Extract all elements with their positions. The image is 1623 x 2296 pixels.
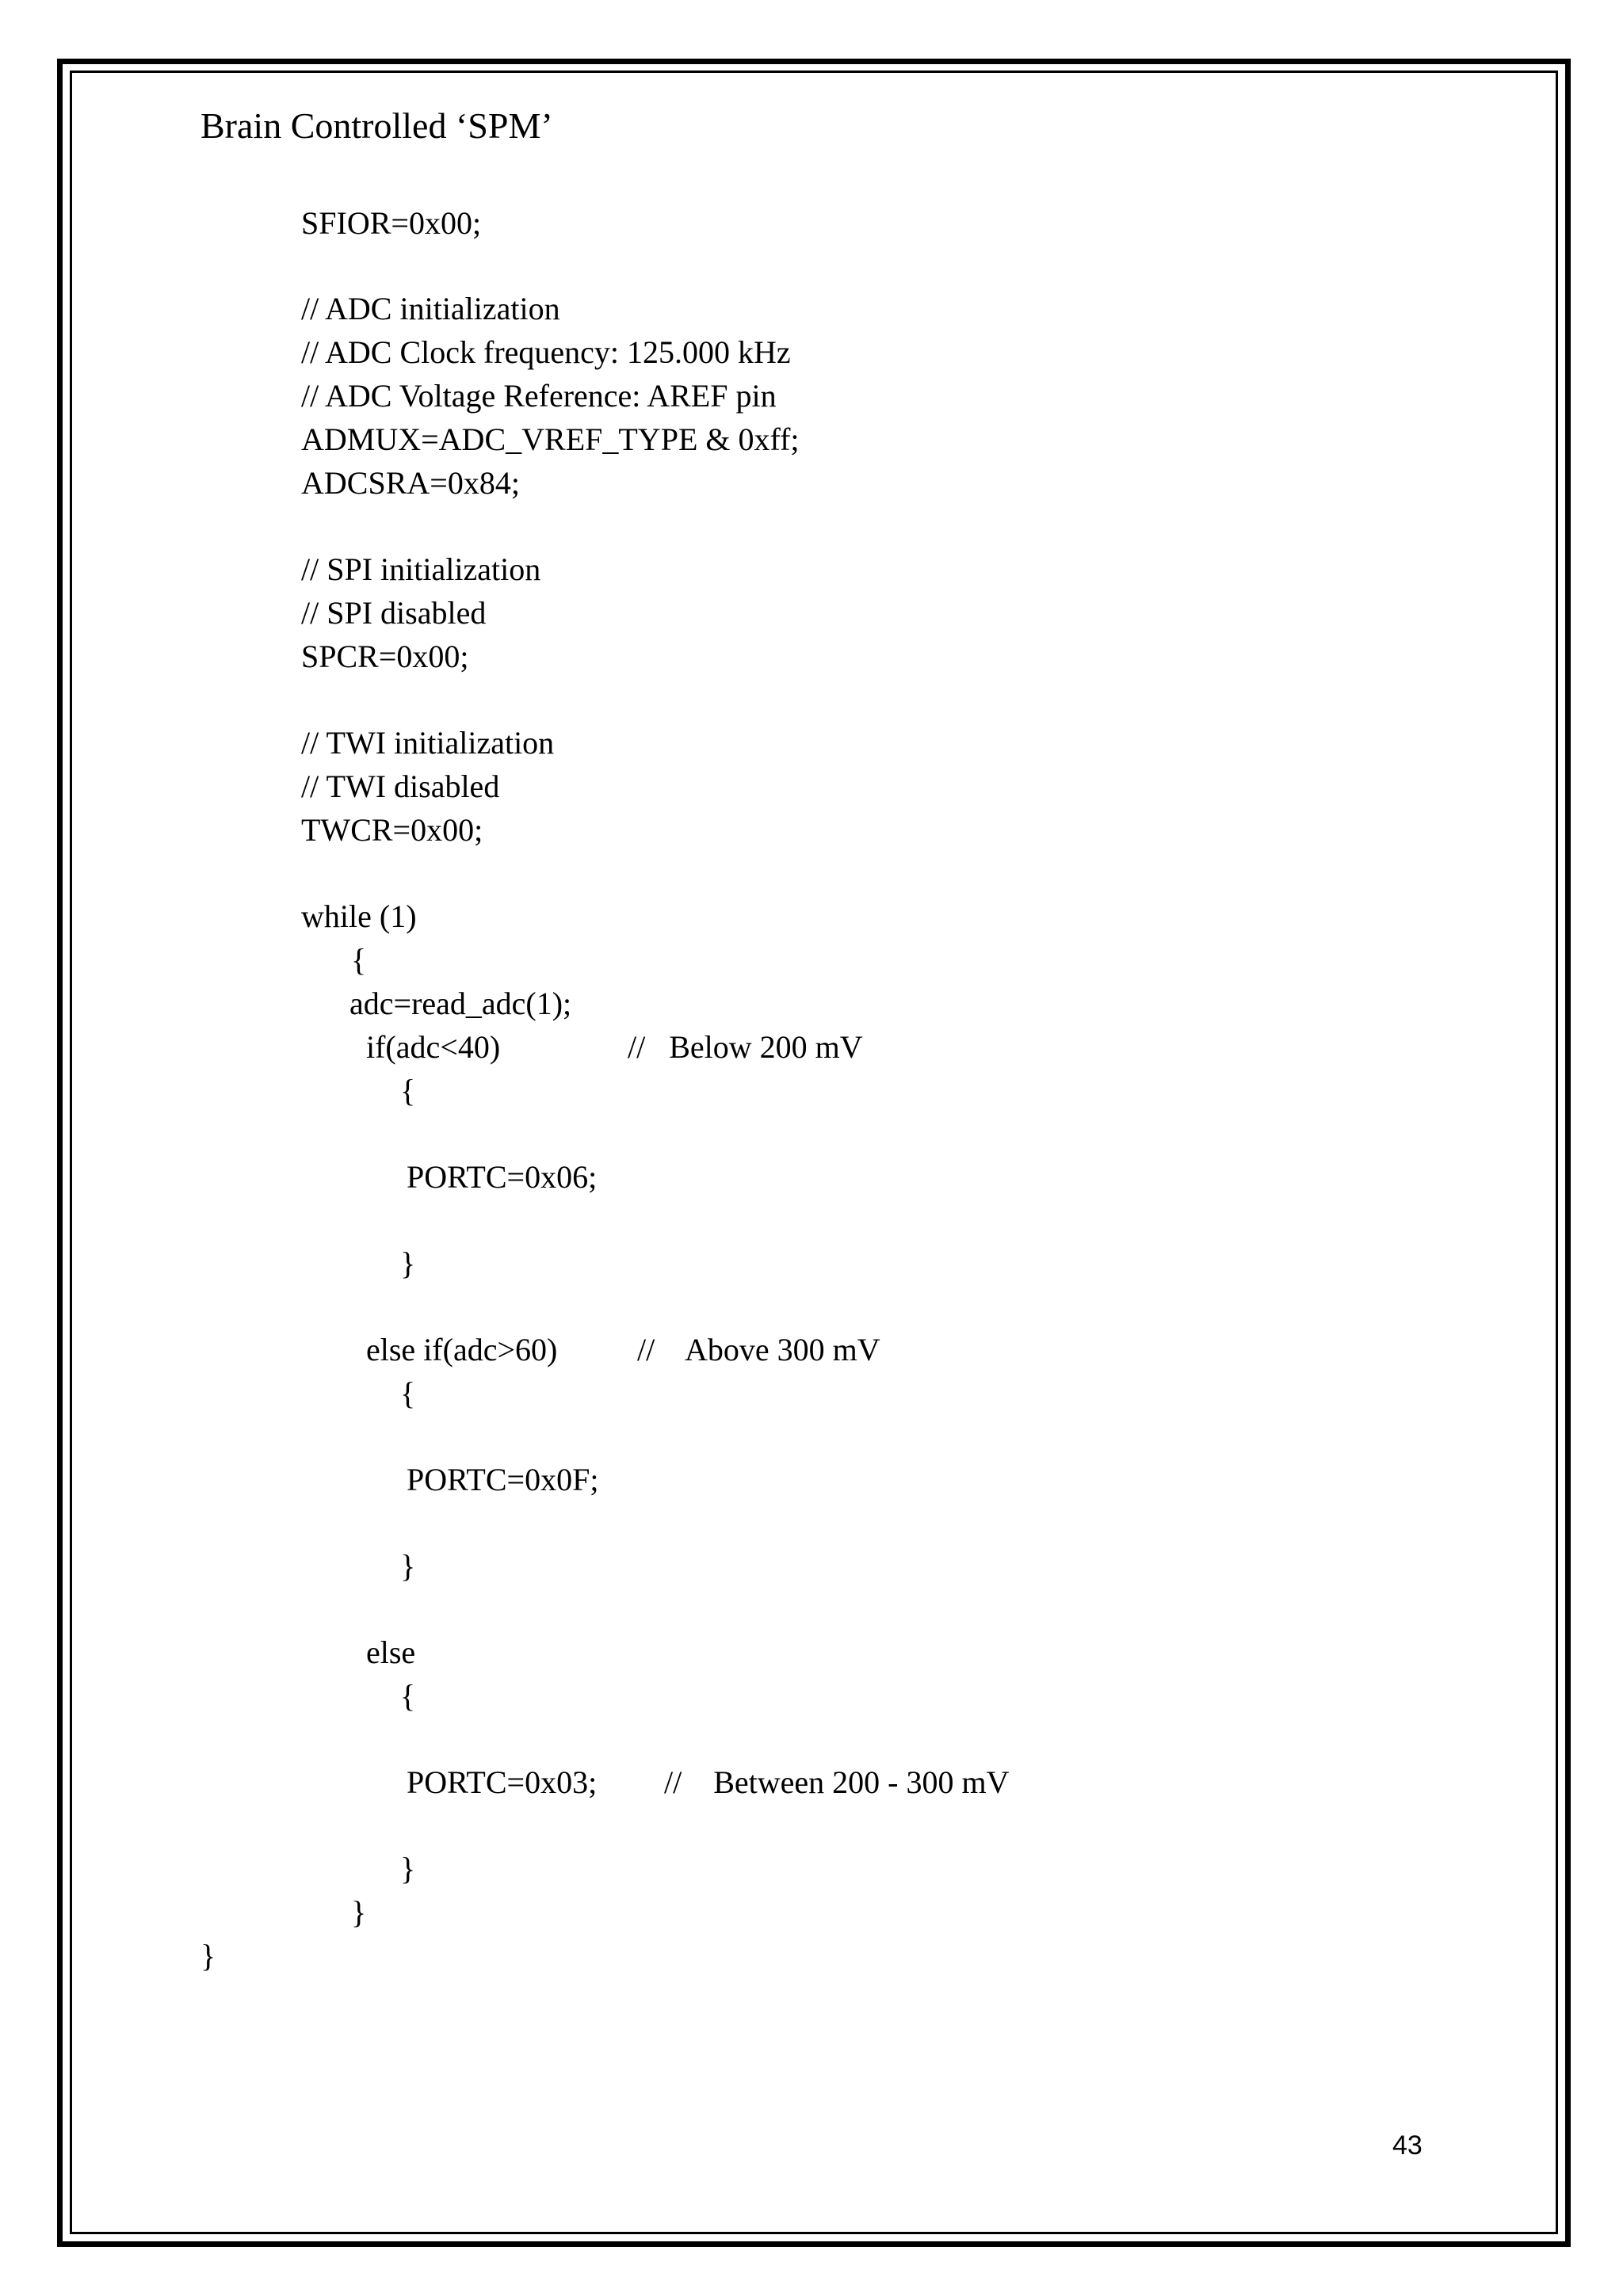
page-border-inner (70, 71, 1558, 2234)
code-while: while (1) (301, 898, 417, 934)
code-twi-comment-init: // TWI initialization (301, 725, 555, 761)
code-main-close-brace: } (200, 1938, 216, 1974)
code-portc-0f: PORTC=0x0F; (407, 1462, 599, 1497)
code-else: else (366, 1634, 416, 1670)
running-header: Brain Controlled ‘SPM’ (200, 105, 553, 146)
code-adc-comment-init: // ADC initialization (301, 291, 560, 326)
code-else-close-brace: } (400, 1851, 416, 1886)
page-number: 43 (1392, 2130, 1423, 2161)
code-if-close-brace: } (400, 1245, 416, 1281)
code-sfior: SFIOR=0x00; (301, 205, 482, 241)
code-twi-comment-disabled: // TWI disabled (301, 769, 500, 804)
code-while-open-brace: { (351, 942, 367, 978)
code-portc-03: PORTC=0x03; (407, 1764, 598, 1800)
code-else-open-brace: { (400, 1678, 416, 1714)
code-twcr: TWCR=0x00; (301, 812, 483, 848)
code-if: if(adc<40) (366, 1029, 501, 1065)
code-spi-comment-init: // SPI initialization (301, 551, 541, 587)
code-else-if-comment: // Above 300 mV (637, 1332, 880, 1367)
code-if-open-brace: { (400, 1073, 416, 1108)
code-adc-comment-vref: // ADC Voltage Reference: AREF pin (301, 378, 777, 414)
code-else-if-close-brace: } (400, 1548, 416, 1584)
code-adcsra: ADCSRA=0x84; (301, 465, 520, 501)
code-else-if-open-brace: { (400, 1375, 416, 1411)
code-while-close-brace: } (351, 1894, 367, 1930)
code-adc-read: adc=read_adc(1); (349, 986, 572, 1021)
code-adc-comment-clock: // ADC Clock frequency: 125.000 kHz (301, 334, 791, 370)
code-portc-06: PORTC=0x06; (407, 1159, 598, 1195)
code-else-if: else if(adc>60) (366, 1332, 558, 1367)
code-else-comment: // Between 200 - 300 mV (664, 1764, 1010, 1800)
code-spcr: SPCR=0x00; (301, 639, 469, 674)
code-spi-comment-disabled: // SPI disabled (301, 595, 487, 631)
code-admux: ADMUX=ADC_VREF_TYPE & 0xff; (301, 421, 800, 457)
code-if-comment: // Below 200 mV (628, 1029, 863, 1065)
